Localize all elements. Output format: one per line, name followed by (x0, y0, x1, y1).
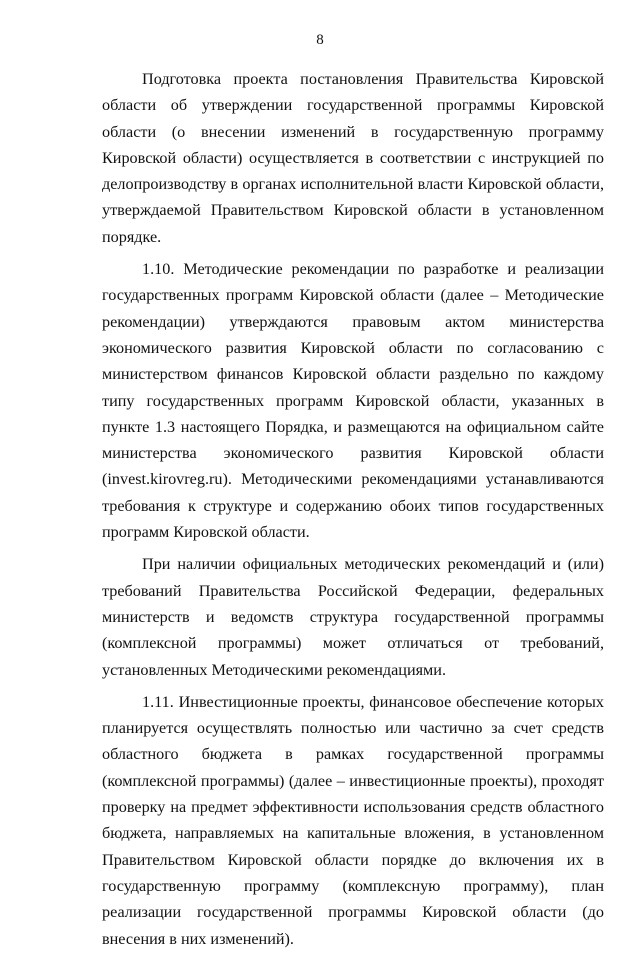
paragraph-1-10-methodical-recommendations: 1.10. Методические рекомендации по разработке и реализации государственных программ Кировской области (далее – Методические рекомендации) утверждаются правовым актом министерства экономического развития Кировской области по согласованию с министерством финансов Кировской области раздельно по каждому типу государственных программ Кировской области, указанных в пункте 1.3 настоящего Порядка, и размещаются на официальном сайте министерства экономического развития Кировской области (invest.kirovreg.ru). Методическими рекомендациями устанавливаются требования к структуре и содержанию обоих типов государственных программ Кировской области. (102, 260, 604, 542)
document-body (102, 66, 604, 958)
paragraph-structure-deviation: При наличии официальных методических рекомендаций и (или) требований Правительства Российской Федерации, федеральных министерств и ведомств структура государственной программы (комплексной программы) может отличаться от требований, установленных Методическими рекомендациями. (102, 555, 604, 679)
page-number: 8 (316, 32, 324, 48)
paragraph-1-11-investment-projects: 1.11. Инвестиционные проекты, финансовое обеспечение которых планируется осуществлять полностью или частично за счет средств областного бюджета в рамках государственной программы (комплексной программы) (далее – инвестиционные проекты), проходят проверку на предмет эффективности использования средств областного бюджета, направляемых на капитальные вложения, в установленном Правительством Кировской области порядке до включения их в государственную программу (комплексную программу), план реализации государственной программы Кировской области (до внесения в них изменений). (102, 692, 604, 948)
paragraph-draft-preparation: Подготовка проекта постановления Правительства Кировской области об утверждении государственной программы Кировской области (о внесении изменений в государственную программу Кировской области) осуществляется в соответствии с инструкцией по делопроизводству в органах исполнительной власти Кировской области, утверждаемой Правительством Кировской области в установленном порядке. (102, 70, 604, 246)
